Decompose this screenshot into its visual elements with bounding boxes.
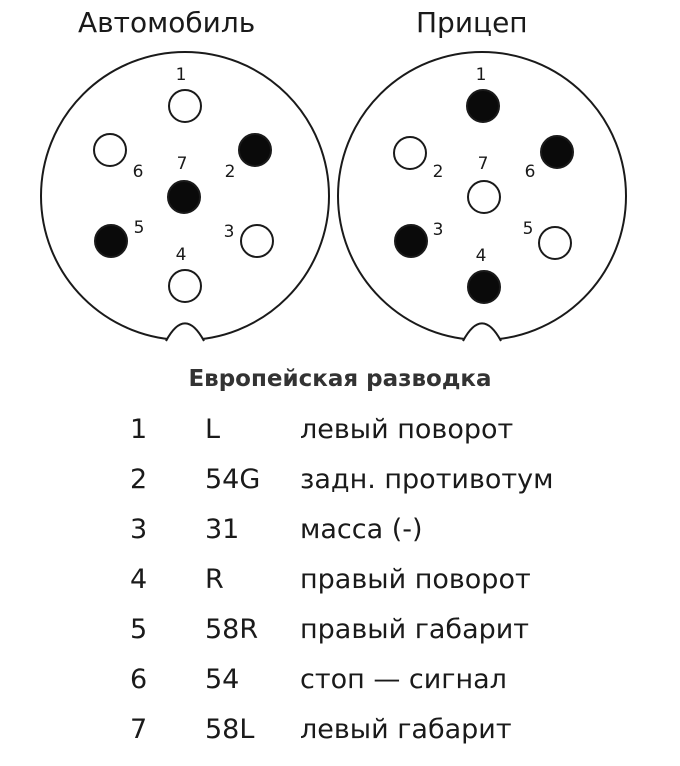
car-pin-label-7: 7 xyxy=(176,154,188,174)
trailer-pin-label-3: 3 xyxy=(432,220,444,240)
trailer-pin-7 xyxy=(468,181,500,213)
trailer-pin-label-7: 7 xyxy=(477,154,489,174)
car-pin-label-6: 6 xyxy=(132,162,144,182)
pin-row-2 xyxy=(0,464,680,504)
trailer-pin-4 xyxy=(468,271,500,303)
car-connector-title: Автомобиль xyxy=(78,6,256,39)
car-pin-label-5: 5 xyxy=(133,218,145,238)
pin-function: стоп — сигнал xyxy=(300,664,507,695)
trailer-pin-label-6: 6 xyxy=(524,162,536,182)
pin-function: левый габарит xyxy=(300,714,512,745)
pin-code: R xyxy=(205,564,224,595)
pin-code: 58R xyxy=(205,614,259,645)
pin-number: 4 xyxy=(130,564,148,595)
trailer-pin-label-4: 4 xyxy=(475,246,487,266)
car-pin-1 xyxy=(169,90,201,122)
pin-function: задн. противотум xyxy=(300,464,554,495)
pin-number: 3 xyxy=(130,514,148,545)
pin-code: L xyxy=(205,414,221,445)
pin-function: масса (-) xyxy=(300,514,423,545)
trailer-pin-label-1: 1 xyxy=(475,65,487,85)
pin-number: 7 xyxy=(130,714,148,745)
pin-number: 1 xyxy=(130,414,148,445)
trailer-pin-6 xyxy=(541,136,573,168)
trailer-pin-3 xyxy=(395,225,427,257)
trailer-pin-2 xyxy=(394,137,426,169)
car-pin-3 xyxy=(241,225,273,257)
pin-function: правый поворот xyxy=(300,564,531,595)
car-pin-label-4: 4 xyxy=(175,245,187,265)
trailer-pin-label-5: 5 xyxy=(522,219,534,239)
pin-row-6 xyxy=(0,664,680,704)
pin-number: 5 xyxy=(130,614,148,645)
pin-function: левый поворот xyxy=(300,414,514,445)
pin-code: 54G xyxy=(205,464,261,495)
pin-row-7 xyxy=(0,714,680,754)
pin-row-1 xyxy=(0,414,680,454)
pin-row-3 xyxy=(0,514,680,554)
car-pin-label-3: 3 xyxy=(223,222,235,242)
car-pin-label-1: 1 xyxy=(175,65,187,85)
pin-number: 2 xyxy=(130,464,148,495)
pin-row-5 xyxy=(0,614,680,654)
car-pin-2 xyxy=(239,134,271,166)
car-pin-6 xyxy=(94,134,126,166)
connector-diagram xyxy=(0,0,680,360)
trailer-connector xyxy=(338,52,626,341)
trailer-pin-label-2: 2 xyxy=(432,162,444,182)
trailer-pin-1 xyxy=(467,90,499,122)
car-pin-5 xyxy=(95,225,127,257)
pin-code: 58L xyxy=(205,714,255,745)
pin-function: правый габарит xyxy=(300,614,530,645)
pin-row-4 xyxy=(0,564,680,604)
car-pin-7 xyxy=(168,181,200,213)
pin-code: 31 xyxy=(205,514,240,545)
legend-heading: Европейская разводка xyxy=(188,366,492,392)
trailer-connector-title: Прицеп xyxy=(416,6,528,39)
car-connector xyxy=(41,52,329,341)
trailer-pin-5 xyxy=(539,227,571,259)
car-pin-label-2: 2 xyxy=(224,162,236,182)
pin-code: 54 xyxy=(205,664,240,695)
pin-number: 6 xyxy=(130,664,148,695)
car-pin-4 xyxy=(169,270,201,302)
